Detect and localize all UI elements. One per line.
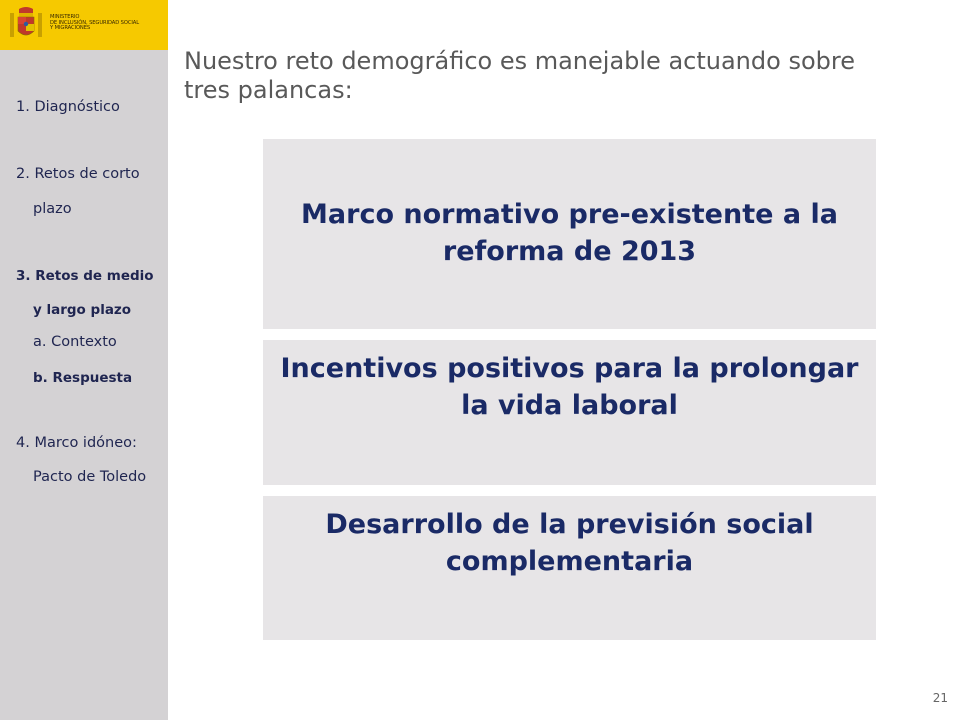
page-title [184, 47, 924, 105]
ministry-logo-bar [0, 0, 168, 50]
ministry-line-3: Y MIGRACIONES [50, 25, 91, 32]
sidebar-item-retos-medio[interactable]: 3. Retos de medio [16, 268, 154, 284]
ministry-name [50, 15, 166, 32]
lever-box-2 [263, 340, 876, 485]
lever-box-2-line-1: Incentivos positivos para la prolongar [280, 353, 859, 384]
ministry-line-1: MINISTERIO [50, 14, 80, 20]
sidebar-item-diagnostico[interactable]: 1. Diagnóstico [16, 99, 120, 115]
page-number: 21 [932, 691, 948, 705]
lever-box-1 [263, 139, 876, 329]
sidebar-item-retos-corto[interactable]: 2. Retos de corto [16, 166, 140, 182]
page-title-line-2: tres palancas: [184, 76, 353, 104]
lever-box-3-line-1: Desarrollo de la previsión social [325, 509, 814, 540]
coat-of-arms-icon [7, 5, 45, 43]
page-title-line-1: Nuestro reto demográfico es manejable actuando sobre [184, 47, 855, 75]
sidebar-item-retos-medio-cont[interactable]: y largo plazo [33, 302, 132, 318]
sidebar-item-marco-idoneo[interactable]: 4. Marco idóneo: [16, 435, 137, 451]
lever-box-3-line-2: complementaria [445, 546, 694, 577]
sidebar-item-retos-corto-cont[interactable]: plazo [33, 201, 72, 217]
lever-box-2-text [263, 350, 876, 424]
lever-box-2-line-2: la vida laboral [461, 390, 678, 421]
lever-box-3-text [263, 506, 876, 580]
lever-box-1-text [263, 196, 876, 270]
sidebar-item-pacto-toledo[interactable]: Pacto de Toledo [33, 469, 147, 485]
lever-box-1-line-1: Marco normativo pre-existente a la [301, 199, 838, 230]
sidebar [0, 50, 168, 720]
sidebar-item-contexto[interactable]: a. Contexto [33, 334, 117, 350]
lever-box-1-line-2: reforma de 2013 [442, 236, 697, 267]
lever-box-3 [263, 496, 876, 640]
ministry-line-2: DE INCLUSIÓN, SEGURIDAD SOCIAL [50, 19, 140, 26]
sidebar-item-respuesta[interactable]: b. Respuesta [33, 370, 133, 386]
